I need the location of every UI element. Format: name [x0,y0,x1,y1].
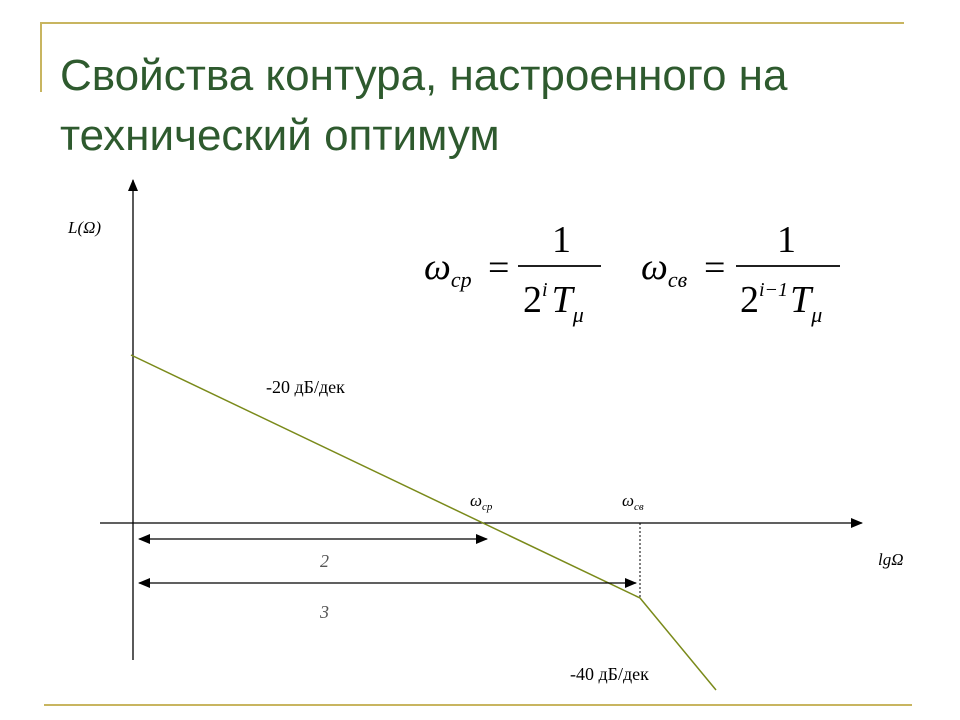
formula-1-equals: = [488,247,510,289]
dimension-label-2: 2 [320,551,329,571]
formula-2-equals: = [704,247,726,289]
svg-text:ωср: $\omega_{ср}$ [424,246,472,292]
formula-1-denominator: 2$^i$ $T_\mu$ [523,279,584,327]
formula-omega-cb [641,219,840,327]
formula-omega-cp [424,219,601,327]
slope2-label: -40 дБ/дек [570,664,649,684]
omega-cb-label: $\omega_{св}$ [622,491,644,513]
svg-text:ωсв: $\omega_{св}$ [641,246,688,292]
formula-2-numerator: 1 [777,219,796,261]
dimension-label-3: 3 [320,602,329,622]
x-axis-label: lgΩ [878,550,904,569]
omega-cp-label: $\omega_{ср}$ [470,491,493,513]
y-axis-label: L(Ω) [68,218,102,237]
formula-2-denominator: $2^{i-1}T_\mu$ [740,279,823,327]
formula-1-numerator: 1 [552,219,571,261]
slope1-label: -20 дБ/дек [266,377,345,397]
slide-title-line1: Свойства контура, настроенного на [60,51,788,100]
slide-title-line2: технический оптимум [60,111,500,160]
